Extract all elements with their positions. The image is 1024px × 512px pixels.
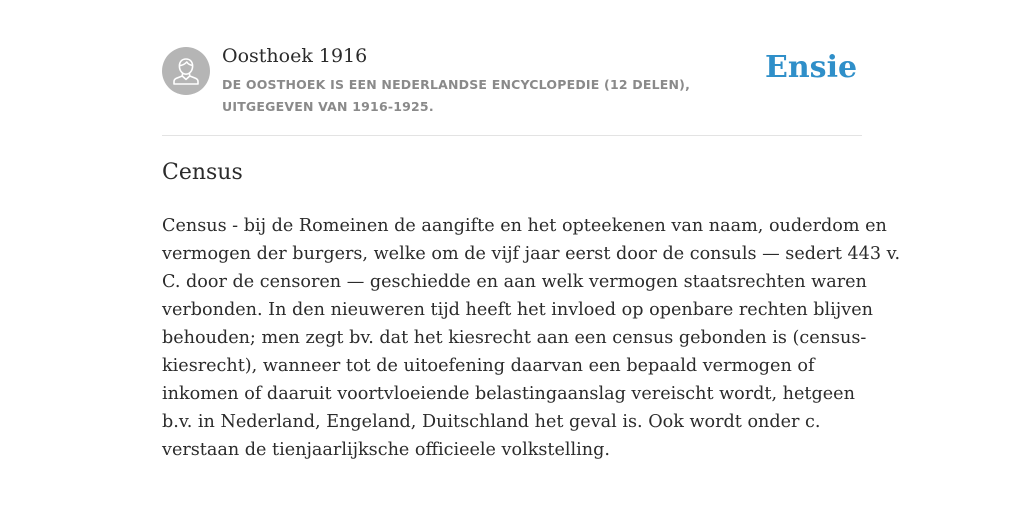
entry-body-line: verstaan de tienjaarlijksche officieele volkstelling. bbox=[162, 440, 610, 460]
entry-body-line: behouden; men zegt bv. dat het kiesrecht aan een census gebonden is (census- bbox=[162, 328, 867, 348]
entry-body bbox=[162, 212, 901, 464]
source-description: DE OOSTHOEK IS EEN NEDERLANDSE ENCYCLOPEDIE (12 DELEN), UITGEGEVEN VAN 1916-1925. bbox=[222, 77, 691, 114]
entry-title: Census bbox=[162, 160, 243, 185]
source-title[interactable]: Oosthoek 1916 bbox=[222, 45, 368, 67]
ensie-logo[interactable]: Ensie bbox=[765, 50, 858, 85]
entry-body-line: verbonden. In den nieuweren tijd heeft het invloed op openbare rechten blijven bbox=[162, 300, 873, 320]
entry-body-line: Census - bij de Romeinen de aangifte en het opteekenen van naam, ouderdom en bbox=[162, 216, 887, 236]
entry-body-line: kiesrecht), wanneer tot de uitoefening daarvan een bepaald vermogen of bbox=[162, 356, 815, 376]
entry-body-line: inkomen of daaruit voortvloeiende belastingaanslag vereischt wordt, hetgeen bbox=[162, 384, 855, 404]
source-header bbox=[162, 44, 862, 136]
entry-body-line: C. door de censoren — geschiedde en aan welk vermogen staatsrechten waren bbox=[162, 272, 867, 292]
source-avatar[interactable] bbox=[162, 47, 210, 95]
entry-body-line: b.v. in Nederland, Engeland, Duitschland het geval is. Ook wordt onder c. bbox=[162, 412, 821, 432]
entry-body-line: vermogen der burgers, welke om de vijf jaar eerst door de consuls — sedert 443 v. bbox=[162, 244, 901, 264]
user-silhouette-icon bbox=[162, 47, 210, 95]
header-divider bbox=[162, 135, 862, 136]
